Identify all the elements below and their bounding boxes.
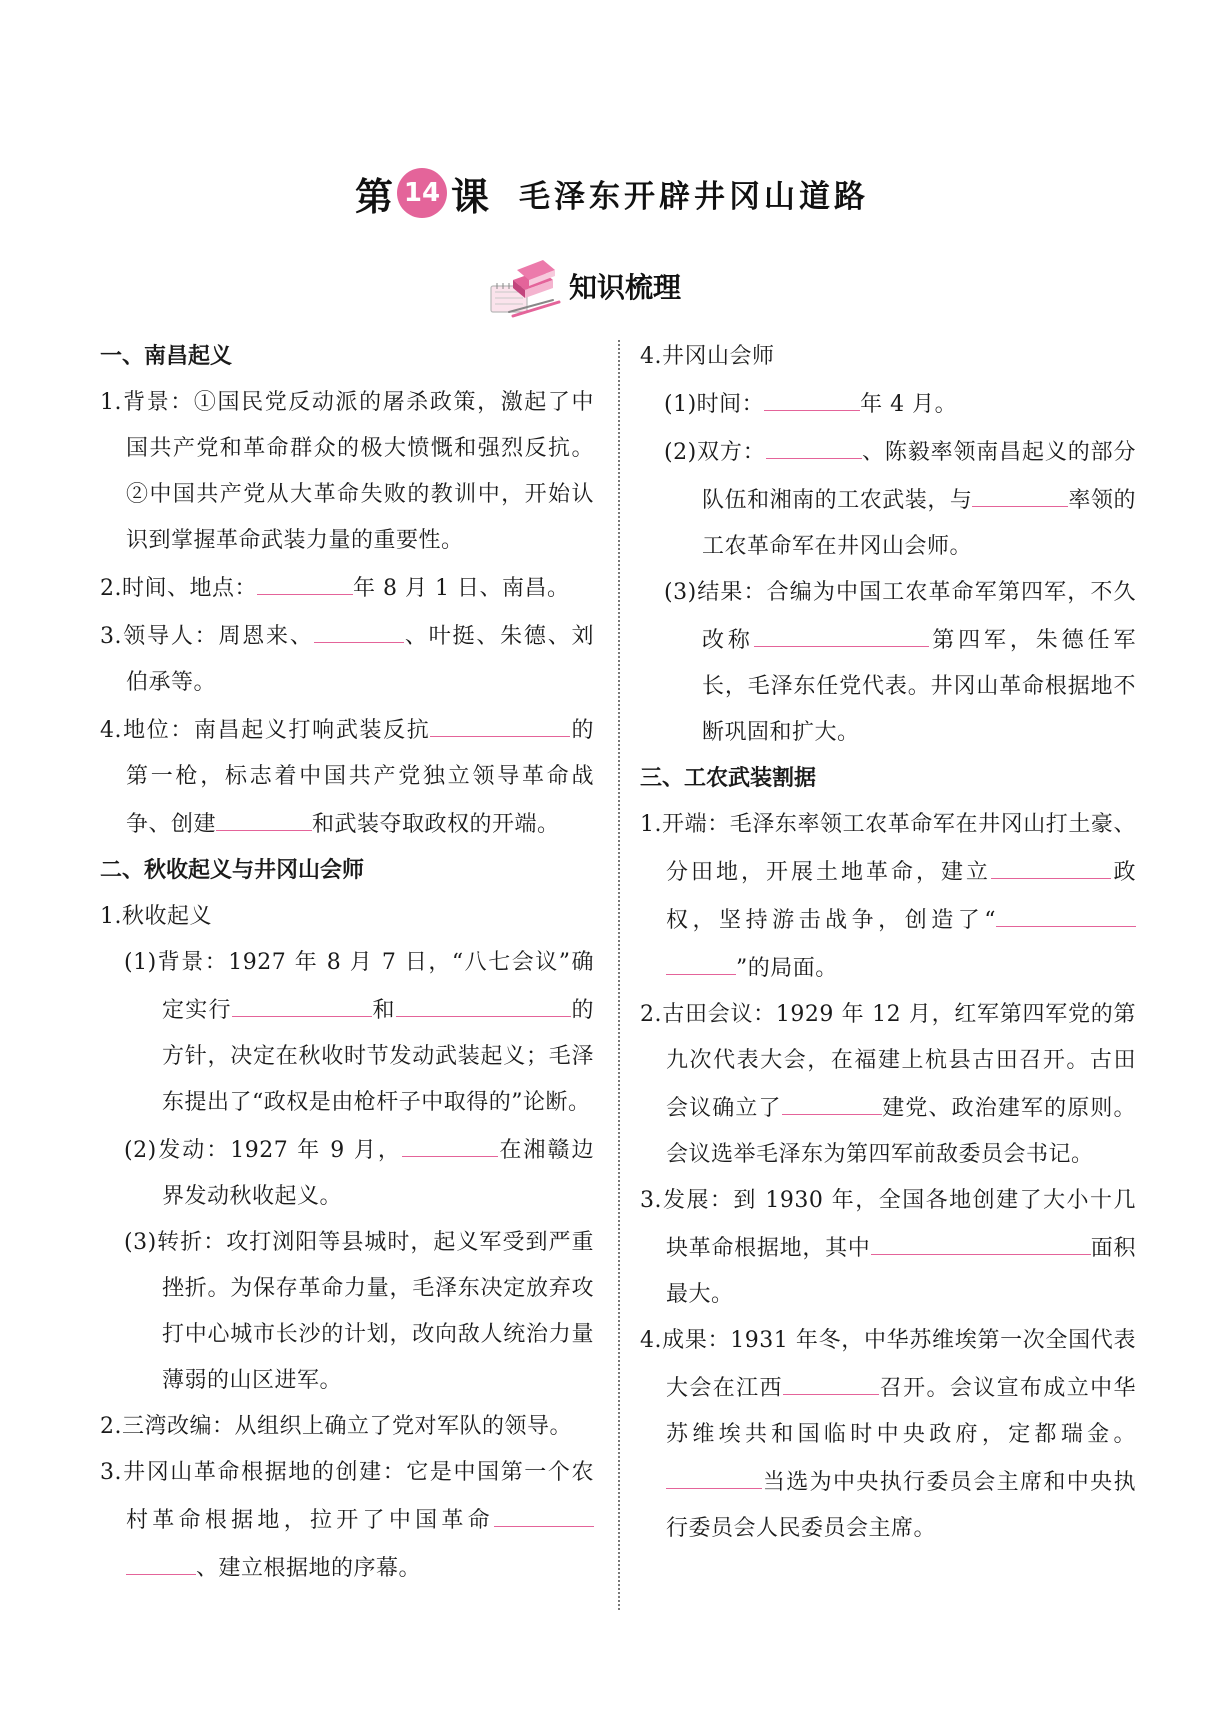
sub-item: (3)结果：合编为中国工农革命军第四军，不久改称 第四军，朱德任军长，毛泽东任党代表。井冈山革命根据地不断巩固和扩大。: [664, 580, 1136, 745]
list-item: 3.井冈山革命根据地的创建：它是中国第一个农村革命根据地，拉开了中国革命、建立根据地的序幕。: [100, 1460, 594, 1581]
right-column: [640, 334, 1136, 1552]
answer-blank[interactable]: [430, 706, 570, 737]
lesson-number-badge: 14: [397, 168, 447, 218]
list-item: 2.三湾改编：从组织上确立了党对军队的领导。: [100, 1414, 572, 1439]
lesson-suffix: 课: [451, 173, 490, 219]
list-item: 1.背景：①国民党反动派的屠杀政策，激起了中国共产党和革命群众的极大愤慨和强烈反抗。②中国共产党从大革命失败的教训中，开始认识到掌握革命武装力量的重要性。: [100, 390, 594, 553]
sub-item: (2)双方： 、陈毅率领南昌起义的部分队伍和湘南的工农武装，与 率领的工农革命军在井冈山会师。: [640, 428, 1136, 570]
answer-blank[interactable]: [494, 1496, 594, 1527]
list-item: 3.领导人：周恩来、 、叶挺、朱德、刘伯承等。: [100, 612, 594, 706]
lesson-header: [0, 165, 1224, 221]
answer-blank[interactable]: [666, 944, 736, 975]
section-heading-autumn-harvest: 二、秋收起义与井冈山会师: [100, 858, 365, 883]
column-divider: [618, 340, 620, 1610]
answer-blank[interactable]: [783, 1364, 879, 1395]
left-column: [100, 334, 594, 1592]
list-item: 3.发展：到 1930 年，全国各地创建了大小十几块革命根据地，其中 面积最大。: [640, 1188, 1136, 1307]
answer-blank[interactable]: [257, 564, 353, 595]
list-item: 2.古田会议：1929 年 12 月，红军第四军党的第九次代表大会，在福建上杭县古田召开。古田会议确立了 建党、政治建军的原则。会议选举毛泽东为第四军前敌委员会书记。: [640, 1002, 1136, 1167]
sub-item: (2)发动：1927 年 9 月， 在湘赣边界发动秋收起义。: [100, 1126, 594, 1220]
list-item: 4.井冈山会师: [640, 344, 775, 369]
section-heading-armed-separatism: 三、工农武装割据: [640, 766, 817, 791]
answer-blank[interactable]: [754, 616, 929, 647]
answer-blank[interactable]: [666, 1458, 762, 1489]
answer-blank[interactable]: [126, 1544, 196, 1575]
list-item: 2.时间、地点： 年 8 月 1 日、南昌。: [100, 564, 594, 612]
answer-blank[interactable]: [232, 986, 372, 1017]
lesson-title: 毛泽东开辟井冈山道路: [519, 178, 870, 215]
books-stack-icon: [483, 250, 563, 322]
list-item: 4.地位：南昌起义打响武装反抗 的第一枪，标志着中国共产党独立领导革命战争、创建 和武装夺取政权的开端。: [100, 706, 594, 848]
sub-item: (1)背景：1927 年 8 月 7 日，“八七会议”确定实行 和 的方针，决定在秋收时节发动武装起义；毛泽东提出了“政权是由枪杆子中取得的”论断。: [124, 950, 594, 1115]
sub-item: (1)时间： 年 4 月。: [640, 380, 1136, 428]
answer-blank[interactable]: [396, 986, 571, 1017]
answer-blank[interactable]: [871, 1224, 1091, 1255]
section-banner: [0, 250, 1224, 322]
lesson-prefix: 第: [354, 173, 393, 219]
answer-blank[interactable]: [402, 1126, 498, 1157]
answer-blank[interactable]: [782, 1084, 882, 1115]
answer-blank[interactable]: [764, 380, 860, 411]
answer-blank[interactable]: [216, 800, 312, 831]
section-heading-nanchang: 一、南昌起义: [100, 344, 233, 369]
answer-blank[interactable]: [314, 612, 404, 643]
answer-blank[interactable]: [766, 428, 862, 459]
list-item: 1.开端：毛泽东率领工农革命军在井冈山打土豪、分田地，开展土地革命，建立 政权，坚持游击战争，创造了“”的局面。: [640, 812, 1136, 981]
section-title: 知识梳理: [568, 271, 681, 304]
answer-blank[interactable]: [996, 896, 1136, 927]
sub-item: (3)转折：攻打浏阳等县城时，起义军受到严重挫折。为保存革命力量，毛泽东决定放弃攻打中心城市长沙的计划，改向敌人统治力量薄弱的山区进军。: [124, 1230, 594, 1393]
answer-blank[interactable]: [972, 476, 1068, 507]
list-item: 1.秋收起义: [100, 904, 212, 929]
answer-blank[interactable]: [991, 848, 1111, 879]
list-item: 4.成果：1931 年冬，中华苏维埃第一次全国代表大会在江西 召开。会议宣布成立中华苏维埃共和国临时中央政府，定都瑞金。当选为中央执行委员会主席和中央执行委员会人民委员会主席。: [640, 1328, 1136, 1541]
